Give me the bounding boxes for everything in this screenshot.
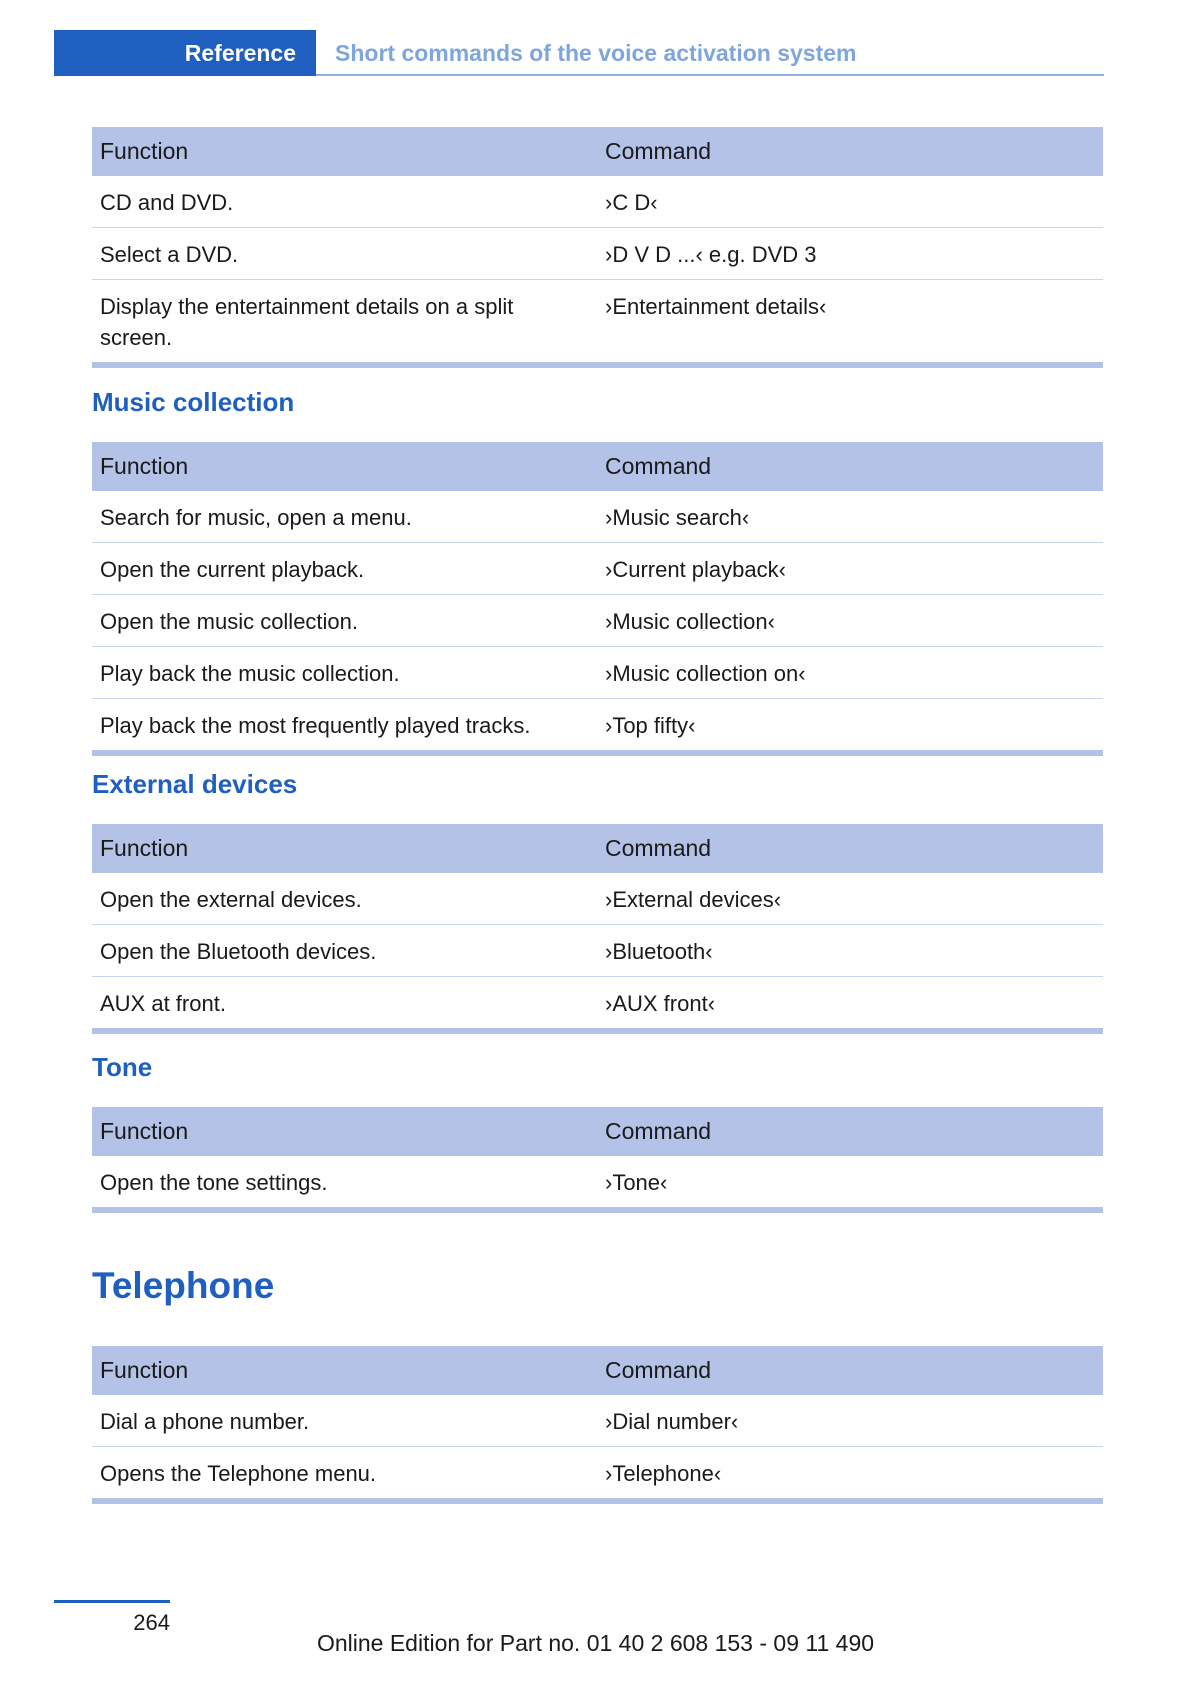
function-cell: Open the external devices. xyxy=(92,873,597,925)
music-collection-heading: Music collection xyxy=(92,387,295,417)
media-section xyxy=(92,127,1103,368)
table-row xyxy=(92,873,1103,925)
external-devices-heading: External devices xyxy=(92,769,298,799)
function-cell: AUX at front. xyxy=(92,977,597,1032)
function-cell: Open the tone settings. xyxy=(92,1156,597,1210)
column-header-function: Function xyxy=(92,1346,597,1395)
table-row xyxy=(92,1395,1103,1447)
table-header-row xyxy=(92,442,1103,491)
column-header-function: Function xyxy=(92,1107,597,1156)
page-number: 264 xyxy=(133,1610,170,1635)
music-collection-section xyxy=(92,442,1103,756)
command-cell: ›AUX front‹ xyxy=(597,977,1103,1032)
table-row xyxy=(92,176,1103,228)
table-row xyxy=(92,280,1103,366)
table-header-row xyxy=(92,1346,1103,1395)
table-row xyxy=(92,977,1103,1032)
function-cell: CD and DVD. xyxy=(92,176,597,228)
table-row xyxy=(92,1156,1103,1210)
function-cell: Search for music, open a menu. xyxy=(92,491,597,543)
tone-section xyxy=(92,1107,1103,1213)
column-header-command: Command xyxy=(597,824,1103,873)
function-cell: Open the Bluetooth devices. xyxy=(92,925,597,977)
header-title: Short commands of the voice activation system xyxy=(335,40,857,66)
telephone-table xyxy=(92,1346,1103,1504)
media-command-table xyxy=(92,127,1103,368)
table-header-row xyxy=(92,127,1103,176)
column-header-function: Function xyxy=(92,442,597,491)
function-cell: Play back the music collection. xyxy=(92,647,597,699)
column-header-command: Command xyxy=(597,442,1103,491)
tone-table xyxy=(92,1107,1103,1213)
table-row xyxy=(92,925,1103,977)
column-header-command: Command xyxy=(597,127,1103,176)
table-row xyxy=(92,595,1103,647)
command-cell: ›Dial number‹ xyxy=(597,1395,1103,1447)
table-row xyxy=(92,491,1103,543)
column-header-command: Command xyxy=(597,1107,1103,1156)
column-header-command: Command xyxy=(597,1346,1103,1395)
command-cell: ›Top fifty‹ xyxy=(597,699,1103,754)
column-header-function: Function xyxy=(92,127,597,176)
function-cell: Select a DVD. xyxy=(92,228,597,280)
table-header-row xyxy=(92,1107,1103,1156)
table-row xyxy=(92,1447,1103,1502)
edition-footer: Online Edition for Part no. 01 40 2 608 153 - 09 11 490 xyxy=(316,1630,875,1656)
header-rule xyxy=(316,74,1104,76)
command-cell: ›D V D ...‹ e.g. DVD 3 xyxy=(597,228,1103,280)
page-header xyxy=(54,30,1104,76)
function-cell: Dial a phone number. xyxy=(92,1395,597,1447)
music-collection-table xyxy=(92,442,1103,756)
command-cell: ›Music collection on‹ xyxy=(597,647,1103,699)
command-cell: ›External devices‹ xyxy=(597,873,1103,925)
table-row xyxy=(92,228,1103,280)
tone-heading: Tone xyxy=(92,1052,153,1082)
table-header-row xyxy=(92,824,1103,873)
command-cell: ›Music search‹ xyxy=(597,491,1103,543)
command-cell: ›Current playback‹ xyxy=(597,543,1103,595)
command-cell: ›C D‹ xyxy=(597,176,1103,228)
command-cell: ›Bluetooth‹ xyxy=(597,925,1103,977)
command-cell: ›Telephone‹ xyxy=(597,1447,1103,1502)
telephone-section xyxy=(92,1346,1103,1504)
table-row xyxy=(92,699,1103,754)
column-header-function: Function xyxy=(92,824,597,873)
function-cell: Display the entertainment details on a split screen. xyxy=(92,280,597,366)
telephone-heading: Telephone xyxy=(92,1265,275,1306)
function-cell: Open the music collection. xyxy=(92,595,597,647)
external-devices-section xyxy=(92,824,1103,1034)
table-row xyxy=(92,647,1103,699)
table-row xyxy=(92,543,1103,595)
command-cell: ›Tone‹ xyxy=(597,1156,1103,1210)
command-cell: ›Entertainment details‹ xyxy=(597,280,1103,366)
page-number-rule xyxy=(54,1600,170,1603)
command-cell: ›Music collection‹ xyxy=(597,595,1103,647)
section-tab: Reference xyxy=(54,30,316,76)
function-cell: Opens the Telephone menu. xyxy=(92,1447,597,1502)
function-cell: Open the current playback. xyxy=(92,543,597,595)
function-cell: Play back the most frequently played tracks. xyxy=(92,699,597,754)
external-devices-table xyxy=(92,824,1103,1034)
